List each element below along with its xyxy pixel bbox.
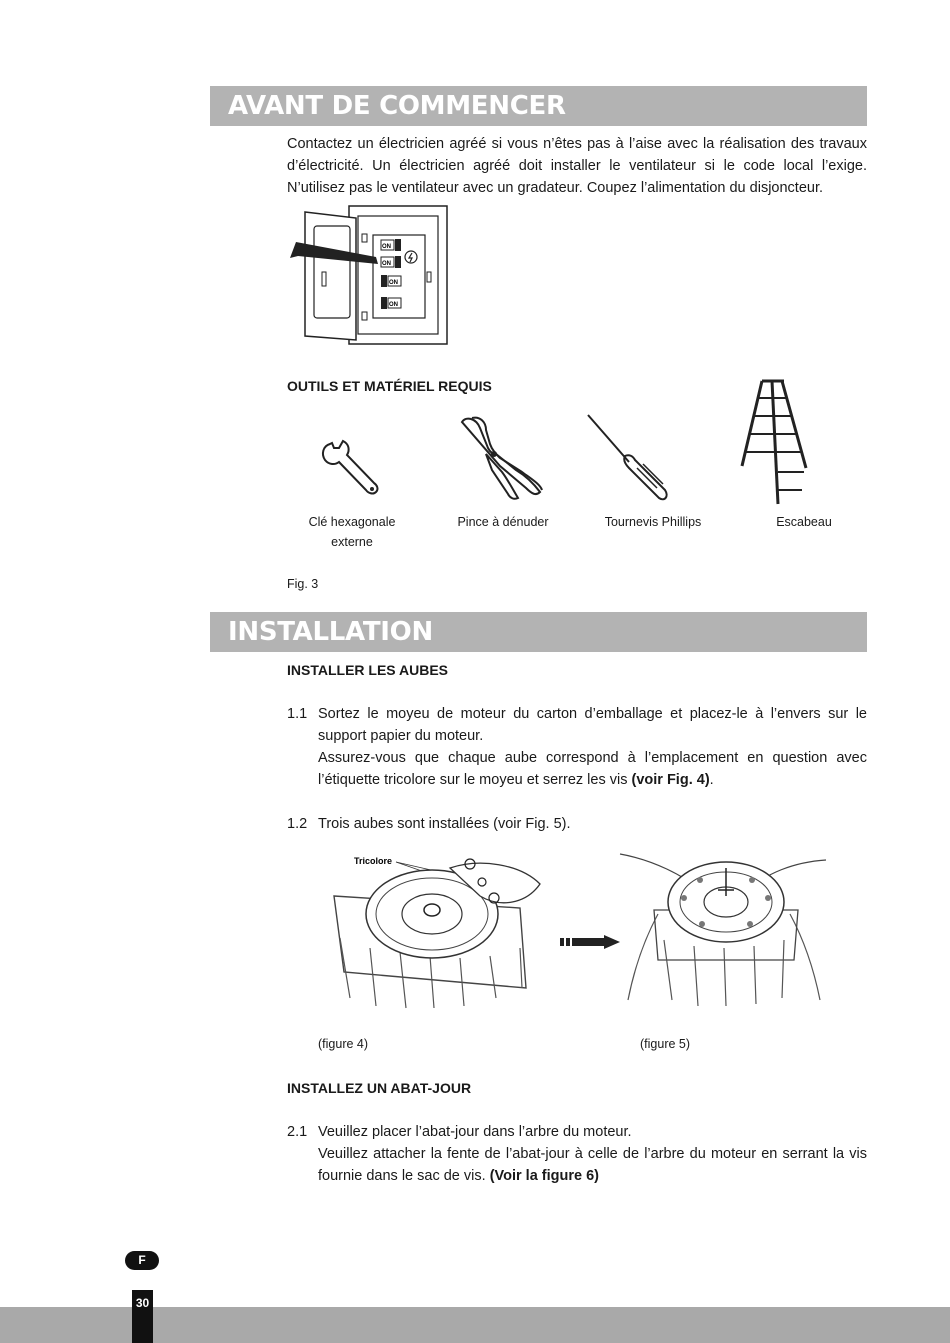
tool-caption-ladder: Escabeau [776, 515, 832, 529]
figure-4-caption: (figure 4) [318, 1037, 369, 1051]
tool-caption-wrench [292, 512, 412, 552]
step-text [318, 747, 867, 791]
tool-caption-line: externe [331, 535, 373, 549]
step-text [318, 1143, 867, 1187]
screwdriver-icon [585, 412, 671, 502]
subheading-abat-jour: INSTALLEZ UN ABAT-JOUR [287, 1080, 472, 1096]
intro-paragraph: Contactez un électricien agréé si vous n’êtes pas à l’aise avec la réalisation des travaux d’électricité. Un électricien agréé doit installer le ventilateur si le code local l’exige. N’utilisez pas le ventilateur avec un gradateur. Coupez l’alimentation du disjoncteur. [287, 136, 867, 196]
figure-reference: (voir Fig. 4) [631, 772, 710, 788]
page-number: 30 [132, 1290, 153, 1343]
subheading-aubes: INSTALLER LES AUBES [287, 662, 449, 678]
wrench-icon [320, 440, 382, 500]
step-text: Sortez le moyeu de moteur du carton d’emballage et placez-le à l’envers sur le support papier du moteur. [318, 706, 867, 744]
breaker-label: ON [389, 280, 398, 286]
step-number: 2.1 [287, 1124, 308, 1140]
arrow-right-icon [558, 935, 622, 949]
breaker-label: ON [382, 244, 391, 250]
step-1-1 [287, 703, 867, 791]
figure-4-illustration [330, 848, 550, 1013]
tool-caption-line: Clé hexagonale [308, 515, 396, 529]
breaker-switch-row-4 [381, 297, 401, 309]
tool-caption-pliers: Pince à dénuder [457, 515, 549, 529]
figure-reference: (Voir la figure 6) [489, 1168, 599, 1184]
figure-label: Fig. 3 [287, 577, 319, 591]
breaker-switch-row-1 [381, 239, 401, 251]
section-title: INSTALLATION [228, 617, 433, 647]
step-number: 1.2 [287, 816, 308, 832]
figure-5-illustration [614, 850, 836, 1010]
step-text-run: Assurez-vous que chaque aube correspond à l’emplacement en question avec l’étiquette tricolore sur le moyeu et serrez les vis [318, 750, 867, 788]
tool-caption-screwdriver: Tournevis Phillips [604, 515, 702, 529]
step-text-run: Veuillez attacher la fente de l’abat-jour à celle de l’arbre du moteur en serrant la vis fournie dans le sac de vis. [318, 1146, 867, 1184]
step-text: Trois aubes sont installées (voir Fig. 5). [318, 816, 571, 832]
language-badge: F [125, 1251, 159, 1270]
section-header-avant [210, 86, 867, 126]
step-1-2 [287, 813, 867, 835]
step-text: Veuillez placer l’abat-jour dans l’arbre du moteur. [318, 1124, 632, 1140]
breaker-label: ON [382, 261, 391, 267]
breaker-panel-illustration [286, 202, 451, 348]
tools-heading: OUTILS ET MATÉRIEL REQUIS [287, 378, 492, 394]
pliers-icon [456, 414, 546, 502]
breaker-switch-row-3 [381, 275, 401, 287]
step-2-1 [287, 1121, 867, 1187]
breaker-switch-row-2 [381, 256, 401, 268]
step-text-run: . [709, 772, 714, 788]
step-number: 1.1 [287, 706, 308, 722]
breaker-label: ON [389, 302, 398, 308]
ladder-icon [738, 378, 810, 506]
section-header-installation [210, 612, 867, 652]
section-title: AVANT DE COMMENCER [228, 91, 566, 121]
tricolore-label: Tricolore [354, 856, 393, 866]
figure-5-caption: (figure 5) [640, 1037, 691, 1051]
